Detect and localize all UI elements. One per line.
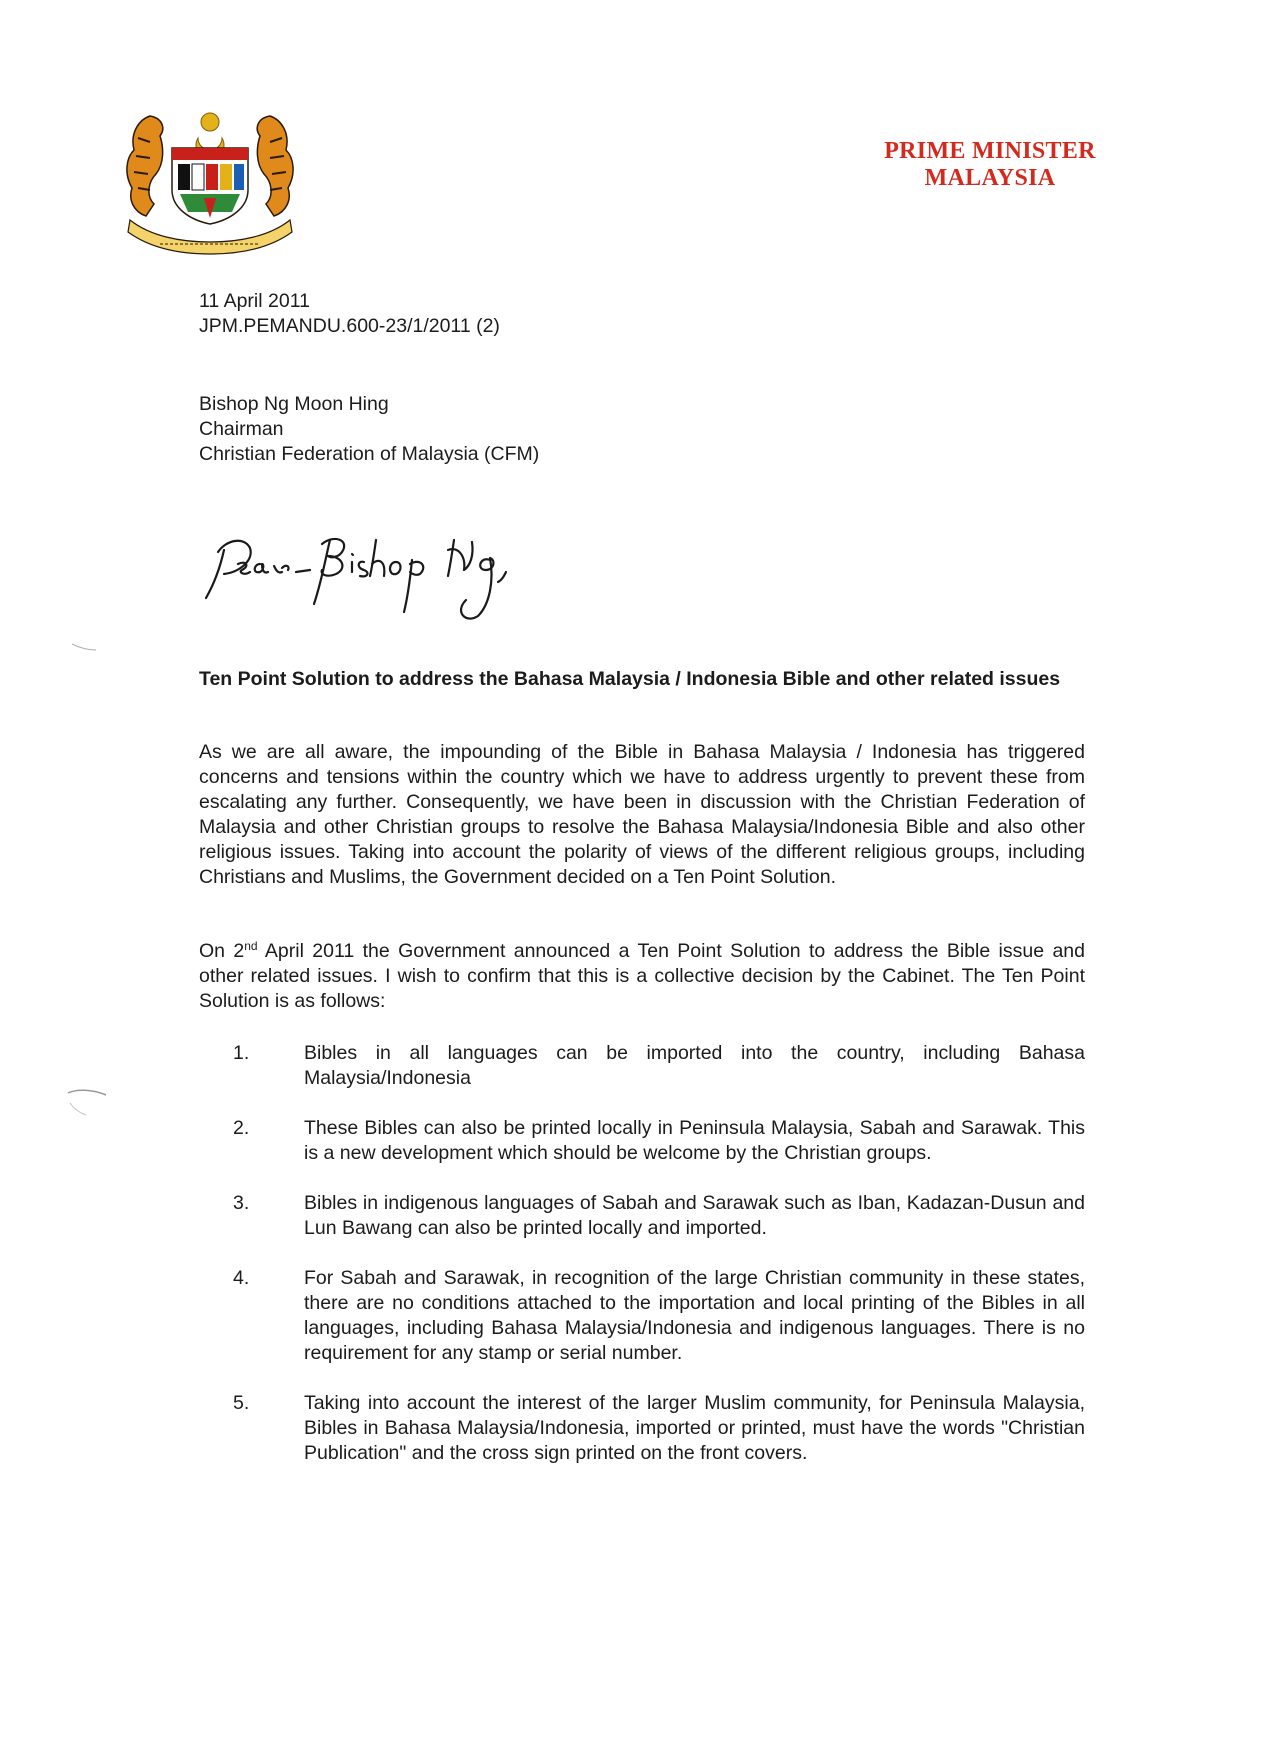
recipient-title: Chairman <box>199 418 284 440</box>
letter-meta <box>199 289 500 339</box>
list-item <box>199 1391 1085 1466</box>
office-line-2: MALAYSIA <box>924 165 1056 191</box>
recipient-name: Bishop Ng Moon Hing <box>199 393 389 415</box>
scan-mark-decoration <box>62 1085 112 1125</box>
point-number: 2. <box>233 1117 250 1139</box>
scan-mark-decoration <box>70 640 100 654</box>
ten-point-list <box>199 1041 1085 1491</box>
coat-of-arms-icon <box>120 108 300 256</box>
body-paragraph-2 <box>199 939 1085 1014</box>
letter-date: 11 April 2011 <box>199 290 310 312</box>
list-item <box>199 1266 1085 1366</box>
reference-number: JPM.PEMANDU.600-23/1/2011 (2) <box>199 315 500 337</box>
office-letterhead <box>860 138 1120 192</box>
point-text: These Bibles can also be printed locally in Peninsula Malaysia, Sabah and Sarawak. This is a new development which should be welcome by the Christian groups. <box>304 1117 1085 1164</box>
point-text: Bibles in all languages can be imported into the country, including Bahasa Malaysia/Indonesia <box>304 1042 1085 1089</box>
office-line-1: PRIME MINISTER <box>884 138 1096 164</box>
ordinal-suffix: nd <box>244 939 258 953</box>
list-item <box>199 1041 1085 1091</box>
body-paragraph-1: As we are all aware, the impounding of the Bible in Bahasa Malaysia / Indonesia has triggered concerns and tensions within the country which we have to address urgently to prevent these from escalating any further. Consequently, we have been in discussion with the Christian Federation of Malaysia and other Christian groups to resolve the Bahasa Malaysia/Indonesia Bible and also other religious issues. Taking into account the polarity of views of the different religious groups, including Christians and Muslims, the Government decided on a Ten Point Solution. <box>199 741 1085 888</box>
list-item <box>199 1116 1085 1166</box>
recipient-block <box>199 392 539 467</box>
letter-subject: Ten Point Solution to address the Bahasa Malaysia / Indonesia Bible and other related issues <box>199 668 1061 690</box>
point-number: 5. <box>233 1392 250 1414</box>
point-text: For Sabah and Sarawak, in recognition of the large Christian community in these states, there are no conditions attached to the importation and local printing of the Bibles in all languages, including Bahasa Malaysia/Indonesia and indigenous languages. There is no requirement for any stamp or serial number. <box>304 1267 1085 1364</box>
point-text: Taking into account the interest of the larger Muslim community, for Peninsula Malaysia, Bibles in Bahasa Malaysia/Indonesia, imported or printed, must have the words "Christian Publication" and the cross sign printed on the front covers. <box>304 1392 1085 1464</box>
recipient-organization: Christian Federation of Malaysia (CFM) <box>199 443 540 465</box>
point-number: 4. <box>233 1267 250 1289</box>
paragraph-2-text: April 2011 the Government announced a Ten Point Solution to address the Bible issue and other related issues. I wish to confirm that this is a collective decision by the Cabinet. The Ten Point Solution is as follows: <box>199 940 1085 1012</box>
handwritten-salutation <box>198 520 558 630</box>
point-number: 1. <box>233 1042 250 1064</box>
point-text: Bibles in indigenous languages of Sabah and Sarawak such as Iban, Kadazan-Dusun and Lun Bawang can also be printed locally and imported. <box>304 1192 1085 1239</box>
paragraph-2-prefix: On 2 <box>199 940 245 962</box>
list-item <box>199 1191 1085 1241</box>
point-number: 3. <box>233 1192 250 1214</box>
